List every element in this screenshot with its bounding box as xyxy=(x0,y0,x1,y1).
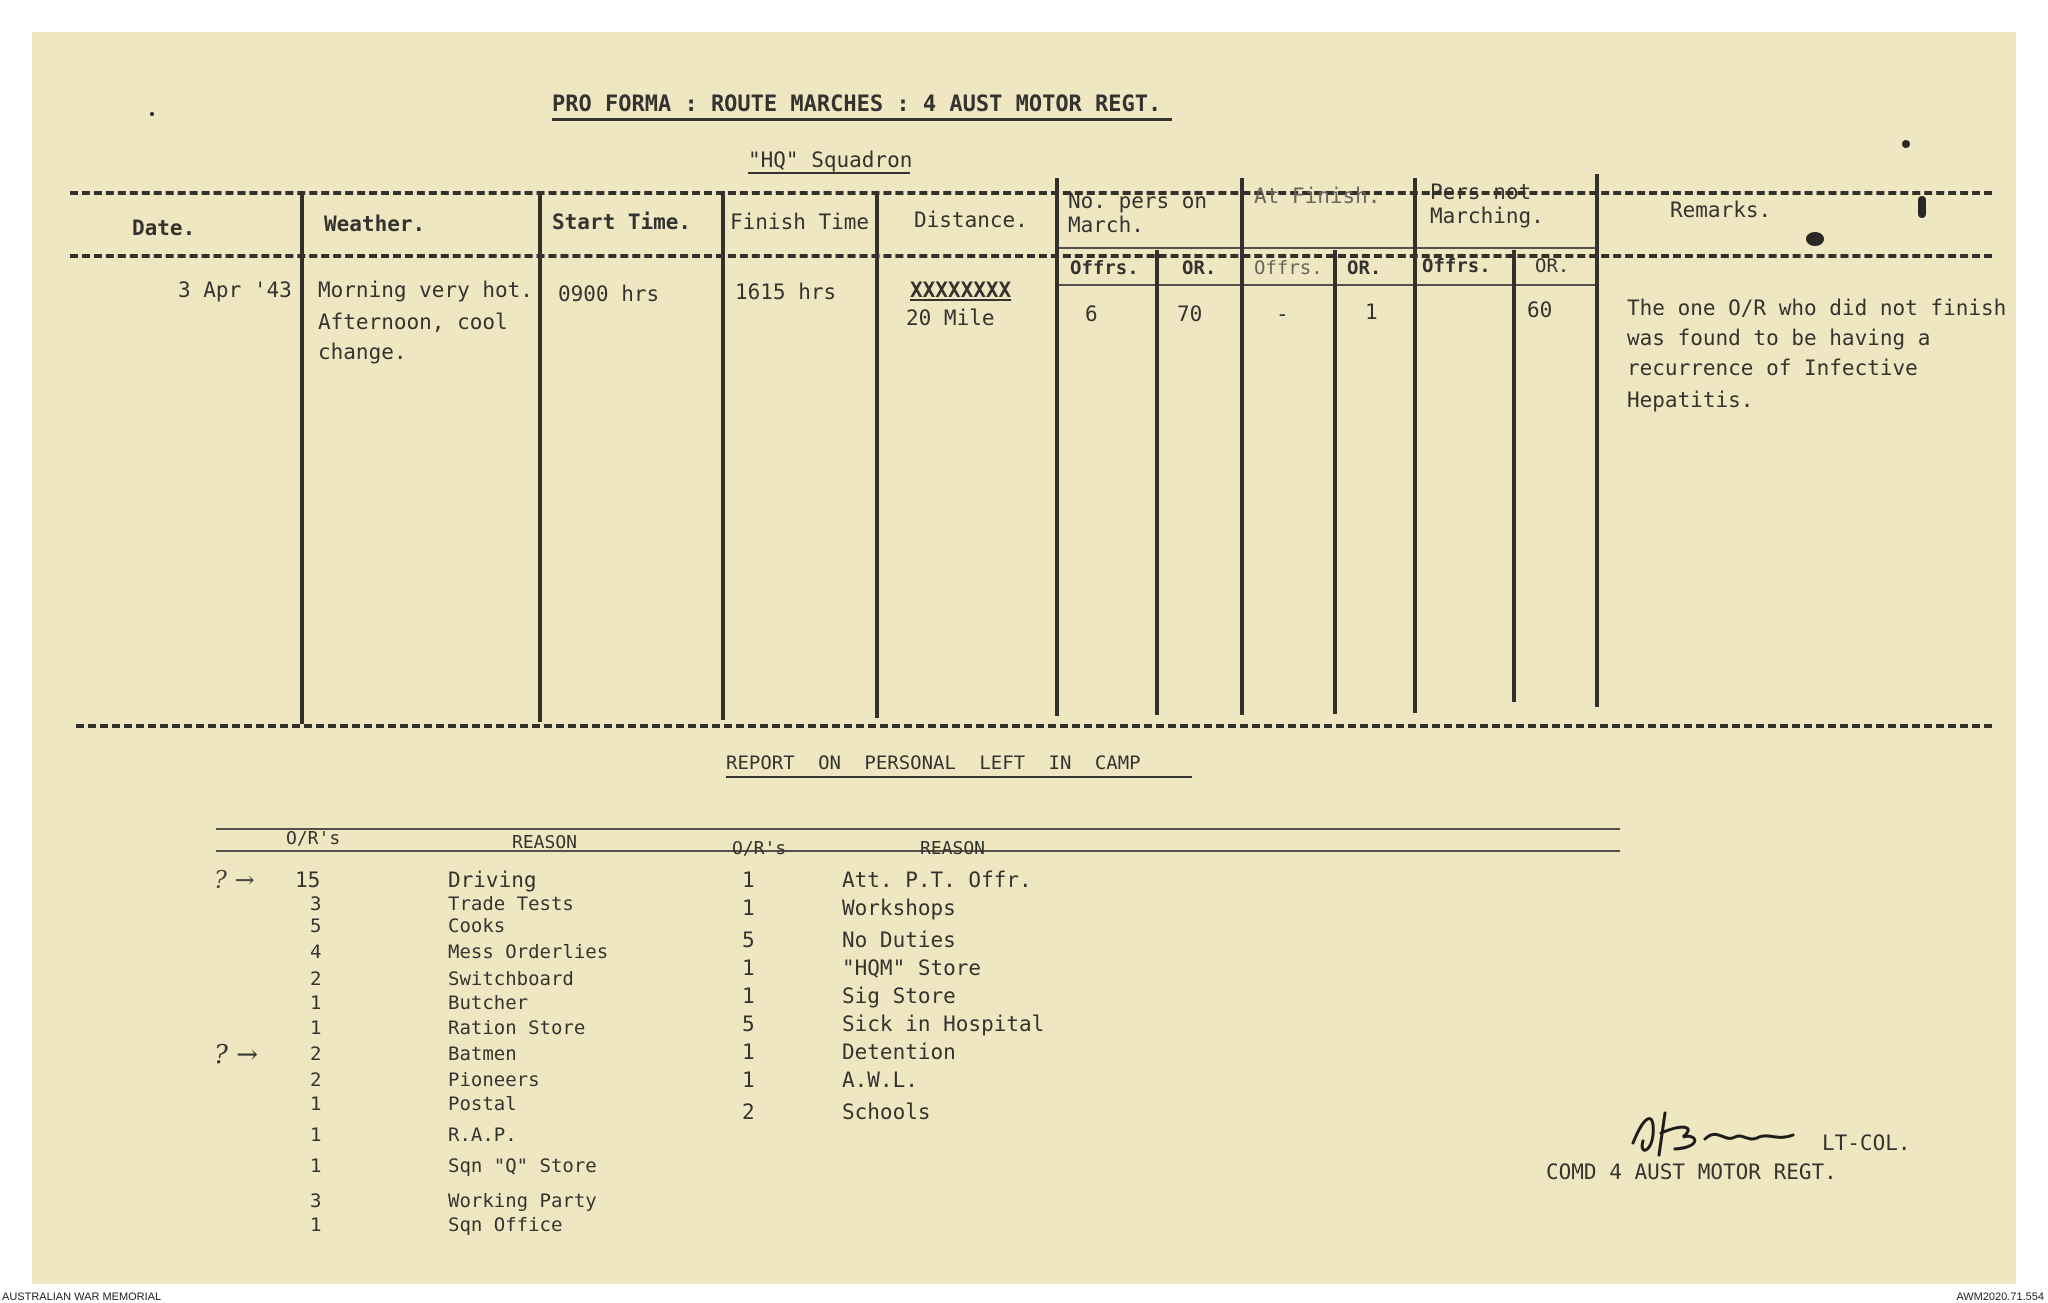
left-count: 5 xyxy=(310,915,322,937)
left-reason: Pioneers xyxy=(448,1069,540,1091)
right-reason: Sick in Hospital xyxy=(842,1012,1045,1036)
subheader-offrs-not: Offrs. xyxy=(1422,255,1491,277)
table-bottom-line xyxy=(76,724,1992,728)
right-count: 1 xyxy=(742,1040,755,1064)
subheader-or-not: OR. xyxy=(1535,255,1570,277)
row-finish-or: 1 xyxy=(1365,300,1378,324)
footer-left: AUSTRALIAN WAR MEMORIAL xyxy=(2,1291,162,1303)
col-divider xyxy=(1055,178,1059,716)
right-reason: Att. P.T. Offr. xyxy=(842,868,1032,892)
header-weather: Weather. xyxy=(324,212,426,236)
header-at-finish: At Finish. xyxy=(1254,184,1381,208)
row-weather-line1: Morning very hot. xyxy=(318,278,533,302)
left-count: 15 xyxy=(295,868,321,892)
subheader-offrs: Offrs. xyxy=(1070,257,1139,279)
left-reason: Sqn Office xyxy=(448,1214,563,1236)
ink-mark xyxy=(1902,140,1910,148)
report-header-line xyxy=(216,850,1620,852)
right-count: 1 xyxy=(742,896,755,920)
report-title: REPORT ON PERSONAL LEFT IN CAMP xyxy=(726,752,1141,774)
header-start-time: Start Time. xyxy=(552,210,692,234)
row-remarks-line4: Hepatitis. xyxy=(1627,388,1754,412)
signature-rank: LT-COL. xyxy=(1822,1131,1911,1155)
row-date: 3 Apr '43 xyxy=(178,278,292,302)
col-divider xyxy=(538,191,542,722)
left-reason: Working Party xyxy=(448,1190,597,1212)
report-col-or-left: O/R's xyxy=(286,828,341,849)
left-count: 2 xyxy=(310,968,322,990)
left-count: 1 xyxy=(310,992,322,1014)
ink-mark xyxy=(1918,196,1926,218)
left-reason: Ration Store xyxy=(448,1017,586,1039)
squadron-label: "HQ" Squadron xyxy=(748,148,913,172)
right-count: 5 xyxy=(742,1012,755,1036)
squadron-underline xyxy=(748,172,910,174)
left-count: 1 xyxy=(310,1017,322,1039)
col-divider xyxy=(875,191,879,718)
right-reason: Workshops xyxy=(842,896,956,920)
right-count: 1 xyxy=(742,956,755,980)
row-finish-offrs: - xyxy=(1276,302,1289,326)
row-march-or: 70 xyxy=(1177,302,1203,326)
col-divider xyxy=(1595,174,1599,707)
annotation-arrow: ? → xyxy=(214,1040,258,1070)
left-reason: Batmen xyxy=(448,1043,517,1065)
annotation-arrow: ? → xyxy=(214,866,255,894)
right-reason: No Duties xyxy=(842,928,956,952)
col-divider xyxy=(300,191,304,724)
left-count: 2 xyxy=(310,1069,322,1091)
report-title-underline xyxy=(726,776,1192,778)
left-count: 1 xyxy=(310,1155,322,1177)
left-count: 3 xyxy=(310,1190,322,1212)
left-count: 1 xyxy=(310,1093,322,1115)
row-weather-line2: Afternoon, cool xyxy=(318,310,508,334)
report-col-reason-left: REASON xyxy=(512,832,578,853)
header-date: Date. xyxy=(132,216,196,240)
signature-icon xyxy=(1625,1103,1805,1163)
row-not-or: 60 xyxy=(1527,298,1553,322)
header-not-marching: Pers not Marching. xyxy=(1430,180,1544,228)
left-count: 1 xyxy=(310,1124,322,1146)
row-finish-time: 1615 hrs xyxy=(735,280,837,304)
row-start-time: 0900 hrs xyxy=(558,282,660,306)
row-distance: 20 Mile xyxy=(906,306,995,330)
left-reason: Driving xyxy=(448,868,537,892)
left-reason: Mess Orderlies xyxy=(448,941,609,963)
left-reason: Switchboard xyxy=(448,968,574,990)
row-remarks-line1: The one O/R who did not finish xyxy=(1627,296,2007,320)
right-count: 1 xyxy=(742,984,755,1008)
footer-right: AWM2020.71.554 xyxy=(1956,1291,2044,1303)
left-reason: Butcher xyxy=(448,992,529,1014)
right-reason: "HQM" Store xyxy=(842,956,982,980)
title-underline xyxy=(552,118,1172,121)
header-finish-time: Finish Time xyxy=(730,210,870,234)
subheader-or-finish: OR. xyxy=(1347,257,1382,279)
col-divider xyxy=(1413,178,1417,713)
subheader-top-line xyxy=(1055,247,1595,249)
col-divider xyxy=(1512,250,1516,702)
col-divider xyxy=(1240,178,1244,715)
row-remarks-line2: was found to be having a xyxy=(1627,326,1931,350)
ink-mark xyxy=(1806,232,1824,246)
left-count: 3 xyxy=(310,893,322,915)
left-count: 1 xyxy=(310,1214,322,1236)
left-reason: Sqn "Q" Store xyxy=(448,1155,597,1177)
row-distance-struck: XXXXXXXX xyxy=(910,278,1012,302)
left-count: 4 xyxy=(310,941,322,963)
right-reason: Sig Store xyxy=(842,984,956,1008)
col-divider xyxy=(1155,250,1159,715)
header-on-march: No. pers on March. xyxy=(1068,189,1208,237)
header-distance: Distance. xyxy=(914,208,1028,232)
left-count: 2 xyxy=(310,1043,322,1065)
right-count: 2 xyxy=(742,1100,755,1124)
col-divider xyxy=(1333,250,1337,714)
header-bottom-line xyxy=(70,254,1992,258)
report-top-line xyxy=(216,828,1620,830)
left-reason: Trade Tests xyxy=(448,893,574,915)
right-count: 1 xyxy=(742,1068,755,1092)
row-weather-line3: change. xyxy=(318,340,407,364)
left-reason: Cooks xyxy=(448,915,506,937)
table-top-line xyxy=(70,191,1992,195)
ink-mark xyxy=(150,112,154,116)
document-title: PRO FORMA : ROUTE MARCHES : 4 AUST MOTOR REGT. xyxy=(552,92,1162,117)
right-reason: Schools xyxy=(842,1100,931,1124)
left-reason: Postal xyxy=(448,1093,517,1115)
right-count: 1 xyxy=(742,868,755,892)
subheader-offrs-finish: Offrs. xyxy=(1254,257,1323,279)
signature-command: COMD 4 AUST MOTOR REGT. xyxy=(1546,1160,1837,1184)
header-remarks: Remarks. xyxy=(1670,198,1772,222)
right-reason: Detention xyxy=(842,1040,956,1064)
report-col-or-right: O/R's xyxy=(732,838,787,859)
right-reason: A.W.L. xyxy=(842,1068,918,1092)
col-divider xyxy=(721,191,725,720)
right-count: 5 xyxy=(742,928,755,952)
report-col-reason-right: REASON xyxy=(920,838,986,859)
row-march-offrs: 6 xyxy=(1085,302,1098,326)
row-remarks-line3: recurrence of Infective xyxy=(1627,356,1918,380)
left-reason: R.A.P. xyxy=(448,1124,517,1146)
subheader-or: OR. xyxy=(1182,257,1217,279)
